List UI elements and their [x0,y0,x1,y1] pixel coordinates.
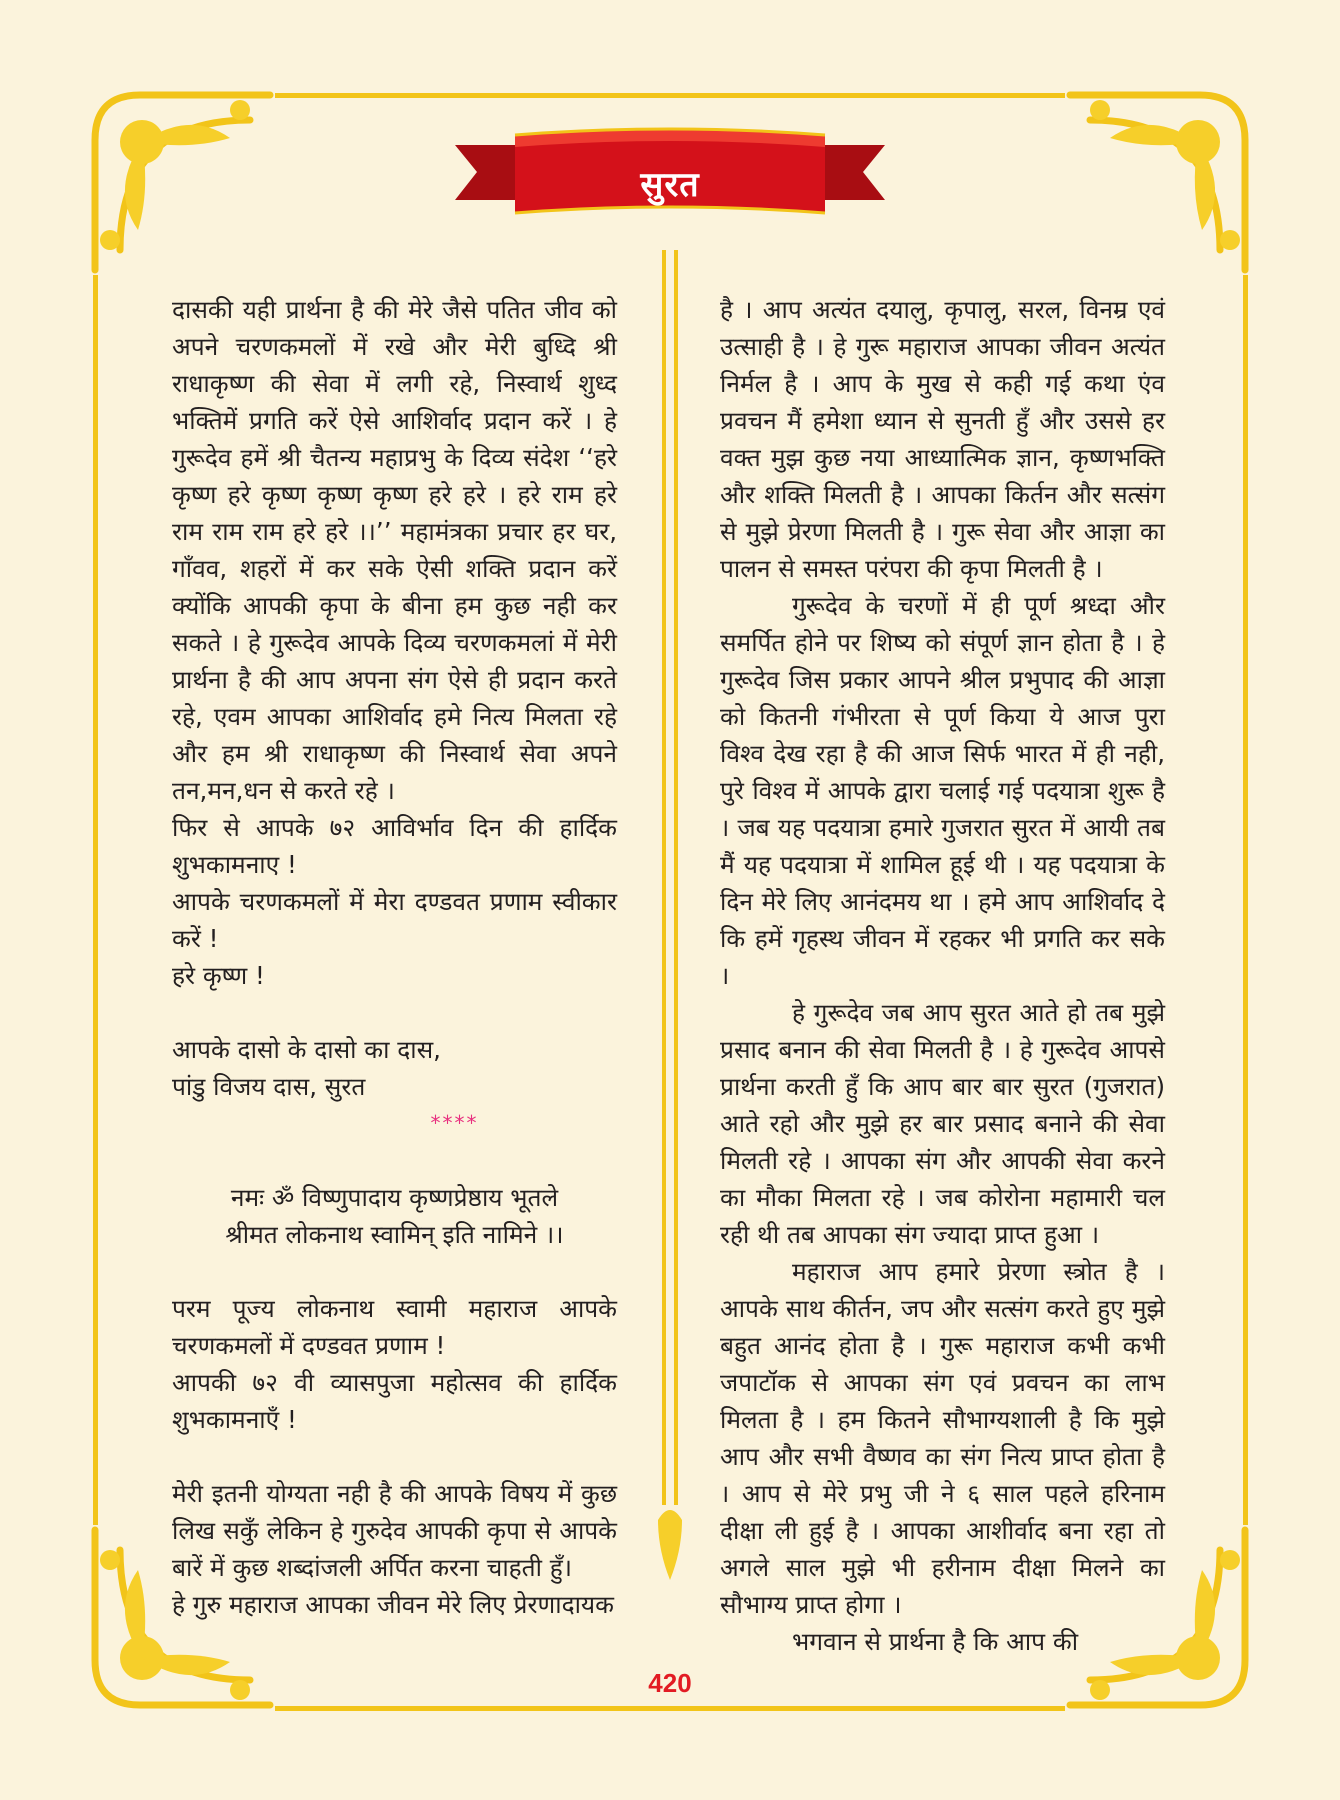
corner-ornament-top-right [1060,80,1260,280]
right-paragraph-2: गुरूदेव के चरणों में ही पूर्ण श्रध्दा और समर्पित होने पर शिष्य को संपूर्ण ज्ञान होता है । हे गुरूदेव जिस प्रकार आपने श्रील प्रभुपाद की आज्ञा को कितनी गंभीरता से पूर्ण किया ये आज पुरा विश्व देख रहा है की आज सिर्फ भारत में ही नही, पुरे विश्व में आपके द्वारा चलाई गई पदयात्रा शुरू है । जब यह पदयात्रा हमारे गुजरात सुरत में आयी तब मैं यह पदयात्रा में शामिल हूई थी । यह पदयात्रा के दिन मेरे लिए आनंदमय था । हमे आप आशिर्वाद दे कि हमें गृहस्थ जीवन में रहकर भी प्रगति कर सके । [720,591,1165,990]
signature-line-1: आपके दासो के दासो का दास, [172,1035,441,1064]
left-paragraph-7: मेरी इतनी योग्यता नही है की आपके विषय में कुछ लिख सकुँ लेकिन हे गुरुदेव आपकी कृपा से आपके बारें में कुछ शब्दांजली अर्पित करना चाहती हुँ। [172,1479,617,1582]
corner-ornament-top-left [80,80,280,280]
left-paragraph-3: आपके चरणकमलों में मेरा दण्डवत प्रणाम स्वीकार करें ! [172,887,617,953]
left-paragraph-2: फिर से आपके ७२ आविर्भाव दिन की हार्दिक शुभकामनाए ! [172,813,617,879]
page-number: 420 [648,1668,692,1698]
mantra-line-1: नमः ॐ विष्णुपादाय कृष्णप्रेष्ठाय भूतले [230,1183,559,1212]
frame-right-line [1243,275,1248,1525]
mantra-line-2: श्रीमत लोकनाथ स्वामिन् इति नामिने ।। [225,1220,564,1249]
left-paragraph-5: परम पूज्य लोकनाथ स्वामी महाराज आपके चरणकमलों में दण्डवत प्रणाम ! [172,1294,617,1360]
left-paragraph-4: हरे कृष्ण ! [172,961,265,990]
signature-line-2: पांडु विजय दास, सुरत [172,1072,366,1101]
left-paragraph-6: आपकी ७२ वी व्यासपुजा महोत्सव की हार्दिक शुभकामनाएँ ! [172,1368,617,1434]
frame-top-line [275,93,1065,98]
frame-left-line [93,275,98,1525]
stars-separator: **** [430,1111,479,1135]
page-title: सुरत [640,165,700,205]
right-paragraph-1: है । आप अत्यंत दयालु, कृपालु, सरल, विनम्र एवं उत्साही है । हे गुरू महाराज आपका जीवन अत्यंत निर्मल है । आप के मुख से कही गई कथा एंव प्रवचन मैं हमेशा ध्यान से सुनती हुँ और उससे हर वक्त मुझ कुछ नया आध्यात्मिक ज्ञान, कृष्णभक्ति और शक्ति मिलती है । आपका किर्तन और सत्संग से मुझे प्रेरणा मिलती है । गुरू सेवा और आज्ञा का पालन से समस्त परंपरा की कृपा मिलती है । [720,295,1165,583]
left-paragraph-8: हे गुरु महाराज आपका जीवन मेरे लिए प्रेरणादायक [172,1590,614,1619]
right-paragraph-4: महाराज आप हमारे प्रेरणा स्त्रोत है । आपके साथ कीर्तन, जप और सत्संग करते हुए मुझे बहुत आनंद होता है । गुरू महाराज कभी कभी जपाटॉक से आपका संग एवं प्रवचन का लाभ मिलता है । हम कितने सौभाग्यशाली है कि मुझे आप और सभी वैष्णव का संग नित्य प्राप्त होता है । आप से मेरे प्रभु जी ने ६ साल पहले हरिनाम दीक्षा ली हुई है । आपका आशीर्वाद बना रहा तो अगले साल मुझे भी हरीनाम दीक्षा मिलने का सौभाग्य प्राप्त होगा । [720,1257,1165,1619]
column-divider [650,250,690,1590]
right-paragraph-5: भगवान से प्रार्थना है कि आप की [792,1627,1079,1656]
left-paragraph-1: दासकी यही प्रार्थना है की मेरे जैसे पतित जीव को अपने चरणकमलों में रखे और मेरी बुध्दि श्री राधाकृष्ण की सेवा में लगी रहे, निस्वार्थ शुध्द भक्तिमें प्रगति करें ऐसे आशिर्वाद प्रदान करें । हे गुरूदेव हमें श्री चैतन्य महाप्रभु के दिव्य संदेश ‘‘हरे कृष्ण हरे कृष्ण कृष्ण कृष्ण हरे हरे । हरे राम हरे राम राम राम हरे हरे ।।’’ महामंत्रका प्रचार हर घर, गाँवव, शहरों में कर सके ऐसी शक्ति प्रदान करें क्योंकि आपकी कृपा के बीना हम कुछ नही कर सकते । हे गुरूदेव आपके दिव्य चरणकमलां में मेरी प्रार्थना है की आप अपना संग ऐसे ही प्रदान करते रहे, एवम आपका आशिर्वाद हमे नित्य मिलता रहे और हम श्री राधाकृष्ण की निस्वार्थ सेवा अपने तन,मन,धन से करते रहे । [172,295,617,805]
left-column [172,291,617,1623]
frame-bottom-line [275,1706,1065,1711]
right-column [720,291,1165,1660]
right-paragraph-3: हे गुरूदेव जब आप सुरत आते हो तब मुझे प्रसाद बनान की सेवा मिलती है । हे गुरूदेव आपसे प्रार्थना करती हुँ कि आप बार बार सुरत (गुजरात) आते रहो और मुझे हर बार प्रसाद बनाने की सेवा मिलती रहे । आपका संग और आपकी सेवा करने का मौका मिलता रहे । जब कोरोना महामारी चल रही थी तब आपका संग ज्यादा प्राप्त हुआ । [720,998,1165,1249]
